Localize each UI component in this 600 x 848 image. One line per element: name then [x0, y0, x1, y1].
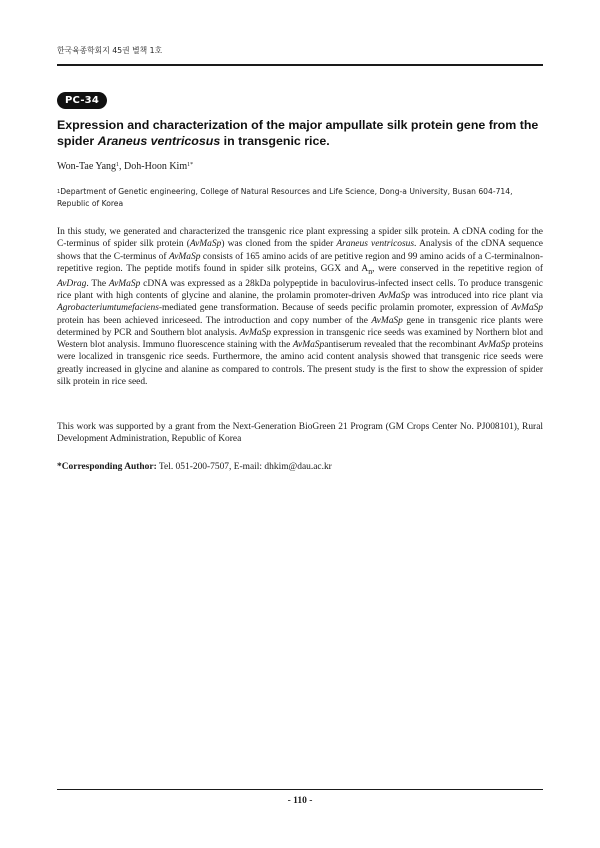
abstract-text: proteins were localized in transgenic rice seeds. Furthermore, the amino acid content analysis showed that transgenic rice seeds were greatly increased in glycine and alanine as compared to controls. The present study is the first to show the expression of spider silk protein in rice seed.: [57, 340, 543, 387]
gene-name: AvMaSp: [108, 278, 141, 289]
author-name: Won-Tae Yang: [57, 161, 117, 172]
gene-name: AvDrag: [57, 278, 87, 289]
journal-header: 한국육종학회지 45권 별책 1호: [57, 46, 163, 55]
author-list: [57, 160, 543, 173]
top-rule: [57, 64, 543, 66]
abstract-text: protein has been achieved inriceseed. The introduction and copy number of the: [57, 315, 372, 326]
abstract-text: consists of 165 amino acids of are petitive region and 99 amino acids of a C-terminalnon-repetitive region. The peptide motifs found in spider silk proteins, GGX and A: [57, 251, 543, 274]
page-number: - 110 -: [287, 796, 313, 806]
gene-name: AvMaSp: [478, 340, 511, 351]
abstract-text: ) was cloned from the spider: [221, 239, 337, 250]
abstract-text: gene in transgenic rice plants were determined by PCR and Southern blot analysis.: [57, 315, 543, 338]
acknowledgement: This work was supported by a grant from the Next-Generation BioGreen 21 Program (GM Crops Center No. PJ008101), Rural Development Administration, Republic of Korea: [57, 422, 543, 445]
abstract-text: In this study, we generated and characterized the transgenic rice plant expressing a spider silk protein. A cDNA coding for the C-terminus of spider silk protein (: [57, 227, 543, 250]
abstract-text: cDNA was expressed as a 28kDa polypeptide in baculovirus-infected insect cells. To produce transgenic rice plant with high contents of glycine and alanine, the prolamin promoter-driven: [57, 278, 543, 302]
gene-name: AvMaSp: [511, 303, 543, 314]
abstract-text: antiserum revealed that the recombinant: [324, 340, 479, 351]
author-affiliation-mark: 1: [116, 162, 120, 168]
author-name: Doh-Hoon Kim: [124, 161, 188, 172]
gene-name: AvMaSp: [189, 239, 222, 250]
subscript: n: [368, 266, 373, 276]
gene-name: AvMaSp: [371, 315, 403, 326]
gene-name: AvMaSp: [378, 291, 411, 302]
species-name: Agrobacteriumtumefaciens: [57, 303, 159, 314]
bottom-rule: [57, 789, 543, 790]
abstract-text: was introduced into rice plant via: [410, 291, 543, 302]
species-name: Araneus ventricosus: [336, 239, 415, 250]
abstract-text: expression in transgenic rice seeds was examined by Northern blot and Western blot analysis. Immuno fluorescence staining with the: [57, 327, 543, 351]
gene-name: AvMaSp: [292, 340, 325, 351]
abstract-text: . Analysis of the cDNA sequence shows that the C-terminus of: [57, 239, 543, 262]
corresponding-author: [57, 461, 543, 473]
author-separator: ,: [119, 161, 125, 172]
gene-name: AvMaSp: [239, 327, 271, 338]
abstract-text: . The: [86, 278, 109, 289]
title-part2: in transgenic rice.: [220, 133, 330, 148]
abstract: [57, 226, 543, 388]
affiliation: [57, 186, 543, 210]
gene-name: AvMaSp: [168, 251, 201, 262]
author-affiliation-mark: 1*: [187, 162, 194, 168]
title-species: Araneus ventricosus: [97, 133, 221, 148]
affiliation-mark: 1: [57, 189, 61, 195]
paper-title: [57, 118, 547, 149]
presentation-code-badge: PC-34: [57, 92, 107, 109]
affiliation-text: Department of Genetic engineering, College of Natural Resources and Life Science, Dong-a University, Busan 604-714, Republic of Korea: [57, 187, 513, 209]
abstract-text: -mediated gene transformation. Because of seeds pecific prolamin promoter, expression of: [158, 303, 512, 314]
corresponding-label: *Corresponding Author:: [57, 462, 157, 472]
corresponding-contact: Tel. 051-200-7507, E-mail: dhkim@dau.ac.kr: [156, 462, 332, 472]
title-part1: Expression and characterization of the major ampullate silk protein gene from the spider: [57, 118, 539, 148]
abstract-text: , were conserved in the repetitive region of: [372, 263, 543, 274]
